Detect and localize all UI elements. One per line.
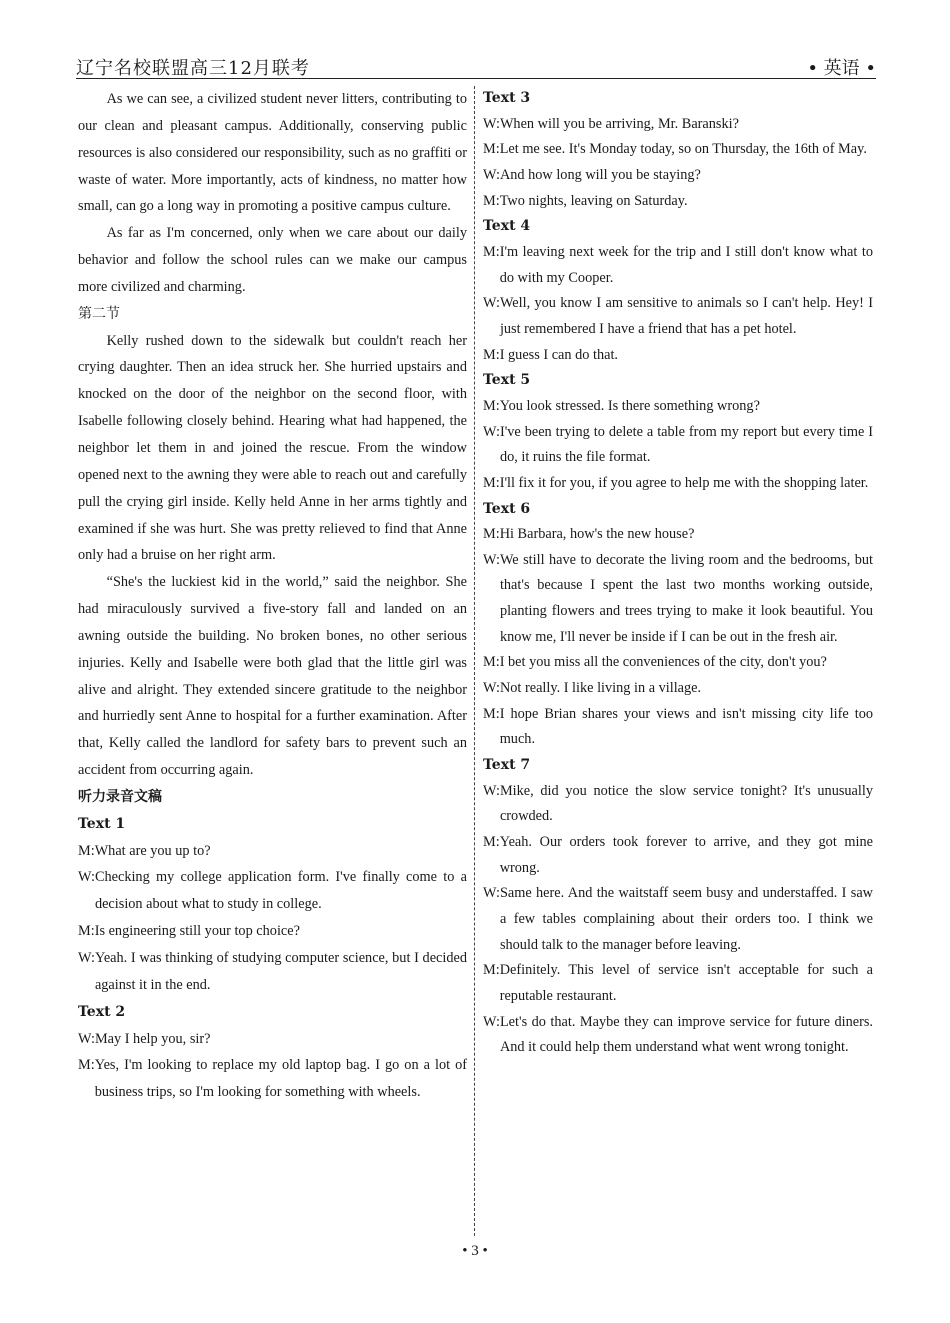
speaker-label: M: <box>483 346 500 363</box>
dialogue-line-text: May I help you, sir? <box>94 1030 211 1047</box>
story-paragraph-2: “She's the luckiest kid in the world,” said the neighbor. She had miraculously survived a five-story fall and landed on an awning outside the building. No broken bones, no other serious injuries. Kelly and Isabelle were both glad that the little girl was alive and alright. They extended sincere gratitude to the neighbor and hurriedly sent Anne to hospital for a further examination. After that, Kelly called the landlord for safety bars to prevent such an accident from occurring again. <box>78 574 467 779</box>
speaker-label: W: <box>483 115 500 132</box>
dialogue-label: Text 6 <box>483 500 531 517</box>
dialogue-line <box>483 240 873 291</box>
dialogue-line <box>483 958 873 1009</box>
speaker-label: W: <box>78 950 95 966</box>
dialogue-line-text: We still have to decorate the living room and the bedrooms, but that's because I spent the last two months working outside, planting flowers and trees trying to make it look beautiful. You know me, I'll never be inside if I can be out in the fresh air. <box>499 551 873 645</box>
page-number: • 3 • <box>462 1243 488 1259</box>
speaker-label: M: <box>483 243 500 260</box>
dialogue-line-text: I hope Brian shares your views and isn't missing city life too much. <box>499 705 873 748</box>
dialogue-line <box>483 189 873 215</box>
dialogue-line <box>483 702 873 753</box>
dialogue-line <box>483 471 873 497</box>
speaker-label: W: <box>483 166 500 183</box>
dialogue-line <box>78 864 467 918</box>
dialogue-line-text: Mike, did you notice the slow service tonight? It's unusually crowded. <box>499 782 873 825</box>
dialogue-line <box>483 1010 873 1061</box>
dialogue-line-text: Hi Barbara, how's the new house? <box>499 526 695 543</box>
dialogue-line <box>483 137 873 163</box>
dialogue-label: Text 5 <box>483 372 531 389</box>
speaker-label: M: <box>483 834 500 851</box>
speaker-label: M: <box>483 705 500 722</box>
dialogue-line-text: Let me see. It's Monday today, so on Thursday, the 16th of May. <box>499 141 867 158</box>
dialogue-label: Text 3 <box>483 90 531 106</box>
speaker-label: W: <box>483 295 500 312</box>
speaker-label: M: <box>483 962 500 979</box>
dialogue-line <box>483 420 873 471</box>
dialogue-text-3 <box>483 86 873 214</box>
dialogue-label: Text 1 <box>78 815 126 832</box>
speaker-label: M: <box>78 923 95 940</box>
speaker-label: W: <box>483 1013 500 1030</box>
speaker-label: M: <box>483 654 500 671</box>
speaker-label: W: <box>483 782 500 799</box>
speaker-label: W: <box>483 680 500 697</box>
dialogue-line-text: I guess I can do that. <box>499 346 618 363</box>
dialogue-line-text: Let's do that. Maybe they can improve service for future diners. And it could help them understand what went wrong tonight. <box>499 1013 873 1056</box>
dialogue-line-text: Not really. I like living in a village. <box>499 680 702 697</box>
dialogue-label: Text 7 <box>483 757 531 774</box>
speaker-label: M: <box>483 397 500 414</box>
section-2-heading: 第二节 <box>78 305 120 322</box>
dialogue-label: Text 2 <box>78 1003 126 1020</box>
speaker-label: W: <box>78 1030 95 1047</box>
dialogue-line <box>483 343 873 369</box>
dialogue-line-text: Two nights, leaving on Saturday. <box>499 192 688 209</box>
left-column <box>78 86 467 1106</box>
dialogue-line <box>78 945 467 999</box>
dialogue-line-text: When will you be arriving, Mr. Baranski? <box>499 115 739 132</box>
dialogue-label: Text 4 <box>483 218 531 235</box>
dialogue-line <box>483 650 873 676</box>
dialogue-line <box>78 1026 467 1053</box>
essay-paragraph-1: As we can see, a civilized student never litters, contributing to our clean and pleasant campus. Additionally, conserving public resources is also considered our responsibility, such as no graffiti or waste of water. More importantly, acts of kindness, no matter how small, can go a long way in promoting a positive campus culture. <box>78 91 467 215</box>
dialogue-line-text: Is engineering still your top choice? <box>94 923 300 940</box>
story-paragraph-1: Kelly rushed down to the sidewalk but couldn't reach her crying daughter. Then an idea struck her. She hurried upstairs and knocked on the door of the neighbor on the second floor, with Isabelle following closely behind. Hearing what had happened, the neighbor let them in and joined the rescue. From the window opened next to the awning they were able to reach out and carefully pull the crying girl inside. Kelly held Anne in her arms tightly and examined if she was hurt. She was pretty relieved to find that Anne only had a bruise on her right arm. <box>78 332 467 564</box>
dialogue-line <box>483 779 873 830</box>
speaker-label: M: <box>78 842 95 859</box>
dialogue-line-text: What are you up to? <box>94 842 211 859</box>
dialogue-line <box>78 838 467 865</box>
dialogue-line <box>483 676 873 702</box>
speaker-label: M: <box>483 141 500 158</box>
dialogue-line <box>483 881 873 958</box>
dialogue-line <box>483 291 873 342</box>
dialogue-line-text: Well, you know I am sensitive to animals so I can't help. Hey! I just remembered I have a friend that has a pet hotel. <box>499 295 873 337</box>
speaker-label: W: <box>483 423 500 440</box>
dialogue-line-text: Checking my college application form. I've finally come to a decision about what to study in college. <box>94 869 467 913</box>
dialogue-text-2 <box>78 999 467 1106</box>
dialogue-line-text: I'll fix it for you, if you agree to help me with the shopping later. <box>499 474 869 491</box>
speaker-label: W: <box>483 885 500 902</box>
dialogue-line-text: I'm leaving next week for the trip and I still don't know what to do with my Cooper. <box>499 243 873 286</box>
transcript-heading: 听力录音文稿 <box>78 788 162 805</box>
page-header <box>76 52 876 79</box>
dialogue-line-text: Yeah. Our orders took forever to arrive, and they got mine wrong. <box>499 834 873 876</box>
dialogue-line-text: And how long will you be staying? <box>499 166 701 183</box>
dialogue-line-text: I've been trying to delete a table from my report but every time I do, it ruins the file format. <box>499 423 873 466</box>
right-column <box>483 86 873 1061</box>
dialogue-line <box>483 163 873 189</box>
speaker-label: W: <box>78 869 95 886</box>
dialogue-line-text: I bet you miss all the conveniences of the city, don't you? <box>499 654 827 671</box>
speaker-label: M: <box>483 474 500 491</box>
exam-title: 辽宁名校联盟高三12月联考 <box>76 58 310 79</box>
dialogue-line-text: Yes, I'm looking to replace my old laptop bag. I go on a lot of business trips, so I'm looking for something with wheels. <box>94 1057 467 1101</box>
dialogue-line <box>483 522 873 548</box>
essay-paragraph-2: As far as I'm concerned, only when we care about our daily behavior and follow the school rules can we make our campus more civilized and charming. <box>78 225 467 295</box>
dialogue-line-text: Yeah. I was thinking of studying computer science, but I decided against it in the end. <box>94 950 467 993</box>
column-divider <box>474 86 475 1236</box>
dialogue-text-6 <box>483 497 873 754</box>
speaker-label: M: <box>78 1057 95 1074</box>
dialogue-line <box>483 112 873 138</box>
speaker-label: M: <box>483 192 500 209</box>
dialogue-text-7 <box>483 753 873 1061</box>
dialogue-line <box>78 1052 467 1106</box>
subject-label: • 英语 • <box>807 58 876 79</box>
dialogue-line <box>483 394 873 420</box>
speaker-label: M: <box>483 526 500 543</box>
dialogue-line-text: Same here. And the waitstaff seem busy and understaffed. I saw a few tables complaining about their orders too. I think we should talk to the manager before leaving. <box>499 885 873 953</box>
dialogue-line <box>483 830 873 881</box>
speaker-label: W: <box>483 551 500 568</box>
dialogue-line <box>483 548 873 651</box>
dialogue-text-1 <box>78 811 467 999</box>
dialogue-line <box>78 918 467 945</box>
dialogue-text-4 <box>483 214 873 368</box>
dialogue-line-text: You look stressed. Is there something wrong? <box>499 397 760 414</box>
dialogue-line-text: Definitely. This level of service isn't acceptable for such a reputable restaurant. <box>499 962 873 1004</box>
dialogue-text-5 <box>483 368 873 496</box>
